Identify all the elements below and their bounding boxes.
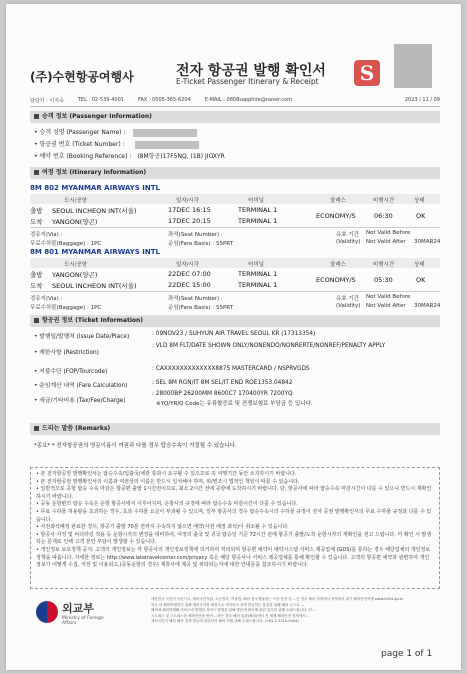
section-itinerary: 여정 정보 (Itinerary Information): [30, 167, 440, 179]
booking-reference-row: • 예약 번호 (Booking Reference) : (8M항공)17F5NQ, (1B) JIOXYR: [34, 153, 225, 160]
fineprint-line: 재외국민이 해외 해외 정책 발급에 관련되어 해외 여행 위해 도와드립니다. (+82-2-3210-0404): [151, 619, 299, 624]
page-indicator: page 1 of 1: [381, 649, 433, 659]
redacted-ticket-number: [135, 141, 199, 149]
divider: [30, 291, 440, 292]
flight-column-header: 도시/공항 일자/시각 터미널 클래스 비행시간 상태: [30, 194, 440, 204]
ticket-number-row: • 항공권 번호 (Ticket Number) :: [34, 139, 199, 149]
section-ticket: 항공권 정보 (Ticket Information): [30, 315, 440, 327]
itinerary-document: (주)수현항공여행사 전자 항공권 발행 확인서 E-Ticket Passenger Itinerary & Receipt S 담당자 : 이지숙 TEL : 02-539-4001 FAX : 0505-365-6204 E-MAIL : 0808sapphire@naver.com 2023 / 11 / 09 승객 정보 (Passenger Information) • 승객 성명 (Passenger Name) : • 항공권 번호 (Ticket Number) : • 예약 번호 (Booking Reference) : (8M항공)17F5NQ, (1B) JIOXYR 여정 정보 (Itinerary Information) 8M 802 MYANMAR AIRWAYS INTL 도시/공항 일자/시각 터미널 클래스 비행시간 상태 출발 SEOUL INCHEON INT(서울) 17DEC 16:15 TERMINAL 1 ECONOMY/S 06:30 OK 도착 YANGON(양곤) 17DEC 20:15 TERMINAL 1 경유지(Via) : 좌석(Seat Number) : 유효 기간 Not Valid Before 무료수하물(Baggage) : 1PC 운임(Fare Basis) : S5PRT (Validity) Not Valid After 30MAR24 8M 801 MYANMAR AIRWAYS INTL 도시/공항 일자/시각 터미널 클래스 비행시간 상태 출발 YANGON(양곤) 22DEC 07:00 TERMINAL 1 ECONOMY/S 05:30 OK 도착 SEOUL INCHEON INT(서울) 22DEC 15:00 TERMINAL 1 경유지(Via) : 좌석(Seat Number) : 유효 기간 Not Valid Before 무료수하물(Baggage) : 1PC 운임(Fare Basis) : S5PRT (Validity) Not Valid After 30MAR24 항공권 정보 (Ticket Information) • 발행일/발행처 (Issue Date/Place) : 09NOV23 / SUHYUN AIR TRAVEL SEOUL KR (17313354) • 제한사항 (Restriction) : VLD 8M FLT/DATE SHOWN ONLY/NONENDO/NONRERTE/NONREF/PENALTY APPLY • 지불수단 (FOP/Tourcode) : CAXXXXXXXXXXXXX8875 MASTERCARD / NSPRVGDS • 운임계산 내역 (Fare Calculation) : SEL 8M RGN/IT 8M SEL/IT END ROE1353.04842 • 세금/기타비용 (Tax/Fee/Charge) : 28000BP 26200MM 8600C7 170400YR 7200YQ ※YQ/YR/Q Code는 유류할증료 및 전쟁보험료 부담금 등 입니다. 드리는 말씀 (Remarks) *종요* * 전자항공권의 영문이름이 여권과 다를 경우 탑승수속이 거절될 수 있습니다. • 본 전자항공권 발행확인서는 탑승수속/입출국/세관 통과시 요구될 수 있으므로 꼭 여행기간 동안 소지하시기 바랍니다. • 본 전자항공권 발행확인서의 이름과 여권상의 이름은 반드시 일치해야 하며, 위/변조시 법적인 책임이 따를 수 있습니다. • 일반적으로 공항 탑승 수속 마감은 항공편 출발 1시간전이므로, 최소 2시간 전에 공항에 도착하시기 바랍니다. 단, 항공사에 따라 탑승수속 마감시간이 다를 수 있으니 반드시 재확인하시기 바랍니다. • 공동 운항편의 탑승 수속은 운항 항공사에서 이루어지며, 운항사의 규정에 따라 탑승수속 마감시간이 다를 수 있습니다. • 무료 수하물 허용량을 초과하는 경우, 초과 수하물 요금이 부과될 수 있으며, 일부 항공사의 경우 탑승수속시의 수하물 규정이 전자 공권 발행확인서의 무료 수하물 규정과 다를 수 있습니다. • 사전좌석배정 완료한 경우, 항공기 출발 70분 전까지 수속하지 않으면 예약(사전 배정 좌석)이 취소될 수 있습니다. • 항공사 사정 및 씨더터링 적용 등 운항시각의 변경을 대비하여, 여정의 출국 및 귀국 탑승일 기준 72시간 전에 항공기 출발/도착 운항시각의 재확인을 권고 드립니다. 미 확인 시 발생되는 문제로 인해 고객 본인 부담이 발생할 수 있습니다. • 개인정보 보호정책 공지: 고객의 개인정보는 각 항공사의 개인정보정책에 의거하여 처리되며 항공편 예약이 예약시스템 서비스 제공업체 (GDS)를 통하는 경우 해당업체의 개인정보정책을 따릅니다. 자세한 정보는 http://www.iatatravelcenter.com/privacy 혹은 해당 항공사나 서비스 제공업체를 통해 확인할 수 있습니다. 고객의 항공편 예약과 관련하여 개인정보가 어떻게 수집, 저장 및 이용되고,(공동운항의 경우) 제휴사에 제공 및 위탁되는지에 대한 안내문을 참조하시기 바랍니다. 외교부 Ministry of Foreign Affairs 대한민국 국민의 사건사고, 재외국민지원, 초등법학, 여권법, 해외 전국제권에는 이상 문양 전 ...은 경우 해외 정책에서 정책에서 위기 해외안전여행 www.0404.go.kr 외국 내 해외여행하기 위해 예비국가를 예정으로 예정되어 정책 발급하는 통신을 위해 해외 등으로 ... 해외에 해외여행해 서비스에 발행한 서비스 발행을 위해 방문에 확인해 관련 업무를 위해 도와드립니다. 단... 스트레스 및 스트레스를 해외안전을 받아 ...받은 경우 해외 통관(해외)에서 전 세계 해외안전 정책에서... 재외국민이 해외 해외 정책 발급에 관련되어 해외 여행 위해 도와드립니다. (+82-2-3210-0404) page 1 of 1: [6, 4, 461, 670]
remarks-box: [30, 467, 440, 589]
square-bullet-icon: [34, 114, 39, 119]
company-logo-icon: S: [354, 60, 380, 86]
restriction-label: • 제한사항 (Restriction): [34, 350, 99, 356]
remark-item: • 사전좌석배정 완료한 경우, 항공기 출발 70분 전까지 수속하지 않으면 예약(사전 배정 좌석)이 취소될 수 있습니다.: [36, 524, 289, 531]
tax-label: • 세금/기타비용 (Tax/Fee/Charge): [34, 398, 126, 404]
square-bullet-icon: [34, 426, 39, 431]
remark-item: • 본 전자항공권 발행확인서의 이름과 여권상의 이름은 반드시 일치해야 하며, 위/변조시 법적인 책임이 따를 수 있습니다.: [36, 478, 300, 485]
section-remarks: 드리는 말씀 (Remarks): [30, 423, 440, 435]
payment-label: • 지불수단 (FOP/Tourcode): [34, 369, 108, 375]
document-title: 전자 항공권 발행 확인서: [176, 63, 326, 79]
remark-item: • 항공사 사정 및 씨더터링 적용 등 운항시각의 변경을 대비하여, 여정의 출국 및 귀국 탑승일 기준 72시간 전에 항공기 출발/도착 운항시각의 재확인을 권고 드립니다. 미 확인 시 발생되는 문제로 인해 고객 본인 부담이 발생할 수 있습니다.: [36, 531, 432, 546]
email: E-MAIL : 0808sapphire@naver.com: [204, 97, 292, 103]
fineprint-line: 해외에 해외여행해 서비스에 발행한 서비스 발행을 위해 방문에 확인해 관련 업무를 위해 도와드립니다. 단...: [151, 608, 316, 613]
tel: TEL : 02-539-4001: [77, 97, 124, 103]
remark-item: • 본 전자항공권 발행확인서는 탑승수속/입출국/세관 통과시 요구될 수 있으므로 꼭 여행기간 동안 소지하시기 바랍니다.: [36, 471, 297, 477]
mofa-fineprint: [151, 597, 439, 625]
contact-row: [30, 97, 440, 107]
taegeuk-icon: [36, 601, 58, 623]
square-bullet-icon: [34, 318, 39, 323]
tax-note: ※YQ/YR/Q Code는 유류할증료 및 전쟁보험료 부담금 등 입니다.: [156, 401, 313, 407]
remark-item: • 무료 수하물 허용량을 초과하는 경우, 초과 수하물 요금이 부과될 수 있으며, 일부 항공사의 경우 탑승수속시의 수하물 규정이 전자 공권 발행확인서의 무료 수하물 규정과 다를 수 있습니다.: [36, 508, 432, 523]
fineprint-line: 대한민국 국민의 사건사고, 재외국민지원, 초등법학, 여권법, 해외 전국제권에는 이상 문양 전 ...은 경우 해외 정책에서 정책에서 위기 해외안전여행 www.0404.go.kr: [151, 597, 404, 601]
mofa-english: Ministry of Foreign Affairs: [62, 616, 104, 626]
fare-calc-label: • 운임계산 내역 (Fare Calculation): [34, 383, 128, 389]
manager-name: 담당자 : 이지숙: [30, 98, 64, 104]
passenger-name-row: • 승객 성명 (Passenger Name) :: [34, 127, 197, 137]
remark-item: • 개인정보 보호정책 공지: 고객의 개인정보는 각 항공사의 개인정보정책에 의거하여 처리되며 항공편 예약이 예약시스템 서비스 제공업체 (GDS)를 통하는 경우 해당업체의 개인정보정책을 따릅니다. 자세한 정보는 http://www.iatatravelcenter.com/privacy 혹은 해당 항공사나 서비스 제공업체를 통해 확인할 수 있습니다. 고객의 항공편 예약과 관련하여 개인정보가 어떻게 수집, 저장 및 이용되고,(공동운항의 경우) 제휴사에 제공 및 위탁되는지에 대한 안내문을 참조하시기 바랍니다.: [36, 546, 431, 569]
issue-value: : 09NOV23 / SUHYUN AIR TRAVEL SEOUL KR (17313354): [152, 331, 316, 337]
remark-item: • 공동 운항편의 탑승 수속은 운항 항공사에서 이루어지며, 운항사의 규정에 따라 탑승수속 마감시간이 다를 수 있습니다.: [36, 501, 298, 508]
flight-title: 8M 802 MYANMAR AIRWAYS INTL: [30, 184, 160, 192]
section-passenger: 승객 정보 (Passenger Information): [30, 111, 440, 123]
redacted-name: [133, 129, 197, 137]
flight-title: 8M 801 MYANMAR AIRWAYS INTL: [30, 248, 160, 256]
fare-calc-value: : SEL 8M RGN/IT 8M SEL/IT END ROE1353.04842: [152, 380, 293, 386]
square-bullet-icon: [34, 170, 39, 175]
divider: [30, 227, 440, 228]
remark-item: • 일반적으로 공항 탑승 수속 마감은 항공편 출발 1시간전이므로, 최소 2시간 전에 공항에 도착하시기 바랍니다. 단, 항공사에 따라 탑승수속 마감시간이 다를 수 있으니 반드시 재확인하시기 바랍니다.: [36, 486, 432, 500]
fax: FAX : 0505-365-6204: [137, 97, 191, 103]
flight-column-header: 도시/공항 일자/시각 터미널 클래스 비행시간 상태: [30, 258, 440, 268]
issue-date: 2023 / 11 / 09: [404, 97, 440, 103]
restriction-value: : VLD 8M FLT/DATE SHOWN ONLY/NONENDO/NONRERTE/NONREF/PENALTY APPLY: [152, 343, 386, 349]
fineprint-line: 외국 내 해외여행하기 위해 예비국가를 예정으로 예정되어 정책 발급하는 통신을 위해 해외 등으로 ...: [151, 602, 305, 607]
fineprint-line: 스트레스 및 스트레스를 해외안전을 받아 ...받은 경우 해외 통관(해외)에서 전 세계 해외안전 정책에서...: [151, 613, 309, 618]
remarks-intro: *종요* * 전자항공권의 영문이름이 여권과 다를 경우 탑승수속이 거절될 수 있습니다.: [34, 443, 237, 449]
issue-label: • 발행일/발행처 (Issue Date/Place): [34, 334, 130, 340]
payment-value: : CAXXXXXXXXXXXXX8875 MASTERCARD / NSPRVGDS: [152, 366, 310, 372]
tax-value: : 28000BP 26200MM 8600C7 170400YR 7200YQ: [152, 391, 293, 397]
redacted-photo: [394, 44, 432, 88]
mofa-name: 외교부: [62, 602, 94, 615]
company-name: (주)수현항공여행사: [30, 70, 134, 84]
mofa-logo: [36, 599, 116, 629]
document-subtitle: E-Ticket Passenger Itinerary & Receipt: [176, 77, 319, 86]
